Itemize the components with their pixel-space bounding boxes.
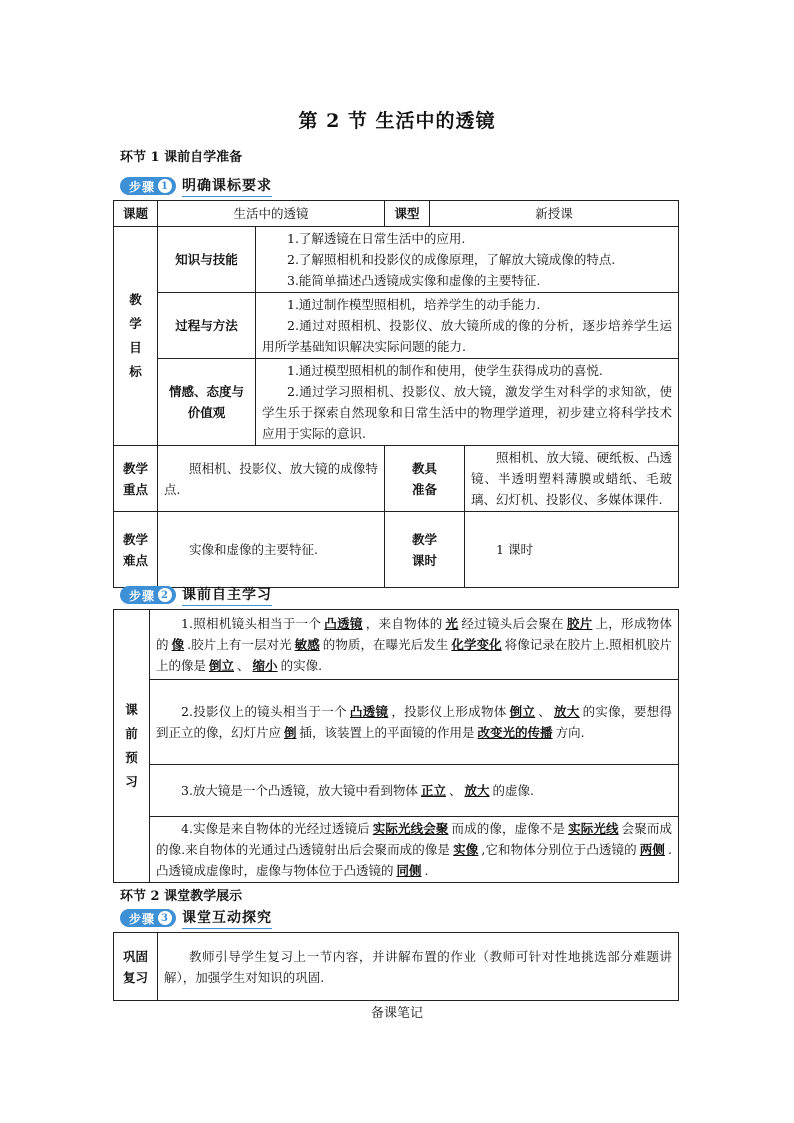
preview-question-4: 4.实像是来自物体的光经过透镜后 实际光线会聚 而成的像，虚像不是 实际光线 会聚而成的像.来自物体的光通过凸透镜射出后会聚而成的像是 实像 ,它和物体分别位于凸透镜的 两侧 .凸透镜成虚像时，虚像与物体位于凸透镜的 同侧 . — [150, 817, 679, 883]
review-table — [113, 932, 679, 1001]
lesson-notes-footer: 备课笔记 — [370, 1006, 423, 1021]
preview-table — [113, 609, 679, 883]
preview-question-1: 1.照相机镜头相当于一个 凸透镜 ，来自物体的 光 经过镜头后会聚在 胶片 上，形成物体的 像 .胶片上有一层对光 敏感 的物质，在曝光后发生 化学变化 将像记录在胶片上.照相机胶片上的像是 倒立 、 缩小 的实像. — [150, 610, 679, 680]
goal-attitude-label: 情感、态度与 价值观 — [158, 359, 256, 446]
key-point-label: 教学 重点 — [114, 446, 158, 512]
lesson-type-value: 新授课 — [430, 201, 679, 227]
class-hours-value: 1 课时 — [465, 512, 679, 588]
step-1-header — [120, 176, 272, 196]
step-2-badge: 步骤 2 — [120, 586, 176, 604]
step-number-icon: 2 — [158, 588, 172, 602]
key-point-value: 照相机、投影仪、放大镜的成像特点. — [158, 446, 385, 512]
step-1-title: 明确课标要求 — [182, 175, 272, 197]
stage-2-heading: 环节 2 课堂教学展示 — [120, 889, 243, 904]
step-2-title: 课前自主学习 — [182, 584, 272, 606]
difficulty-value: 实像和虚像的主要特征. — [158, 512, 385, 588]
tools-label: 教具 准备 — [385, 446, 465, 512]
goal-attitude-content: 1.通过模型照相机的制作和使用，使学生获得成功的喜悦. 2.通过学习照相机、投影仪、放大镜，激发学生对科学的求知欲，使学生乐于探索自然现象和日常生活中的物理学道理，初步建立将科学技术应用于实际的意识. — [256, 359, 679, 446]
step-3-title: 课堂互动探究 — [182, 907, 272, 929]
step-1-badge: 步骤 1 — [120, 177, 176, 195]
step-2-header — [120, 585, 272, 605]
preview-question-3: 3.放大镜是一个凸透镜，放大镜中看到物体 正立 、 放大 的虚像. — [150, 765, 679, 817]
class-hours-label: 教学 课时 — [385, 512, 465, 588]
tools-value: 照相机、放大镜、硬纸板、凸透镜、半透明塑料薄膜或蜡纸、毛玻璃、幻灯机、投影仪、多媒体课件. — [465, 446, 679, 512]
step-3-badge: 步骤 3 — [120, 909, 176, 927]
difficulty-label: 教学 难点 — [114, 512, 158, 588]
goal-knowledge-label: 知识与技能 — [158, 227, 256, 293]
lesson-type-label: 课型 — [385, 201, 430, 227]
course-requirements-table — [113, 200, 679, 588]
goal-knowledge-content: 1.了解透镜在日常生活中的应用. 2.了解照相机和投影仪的成像原理，了解放大镜成像的特点. 3.能简单描述凸透镜成实像和虚像的主要特征. — [256, 227, 679, 293]
review-label: 巩固 复习 — [114, 933, 158, 1001]
step-3-header — [120, 908, 272, 928]
step-number-icon: 3 — [158, 911, 172, 925]
preview-question-2: 2.投影仪上的镜头相当于一个 凸透镜 ，投影仪上形成物体 倒立 、 放大 的实像，要想得到正立的像，幻灯片应 倒 插，该装置上的平面镜的作用是 改变光的传播 方向. — [150, 680, 679, 765]
preview-side-label: 课 前 预 习 — [114, 610, 150, 883]
step-number-icon: 1 — [158, 179, 172, 193]
goal-process-content: 1.通过制作模型照相机，培养学生的动手能力. 2.通过对照相机、投影仪、放大镜所成的像的分析，逐步培养学生运用所学基础知识解决实际问题的能力. — [256, 293, 679, 359]
stage-1-heading: 环节 1 课前自学准备 — [120, 150, 243, 165]
goal-process-label: 过程与方法 — [158, 293, 256, 359]
teaching-goals-label: 教 学 目 标 — [114, 227, 158, 446]
topic-label: 课题 — [114, 201, 158, 227]
page-title: 第 2 节 生活中的透镜 — [298, 110, 496, 132]
review-content: 教师引导学生复习上一节内容，并讲解布置的作业（教师可针对性地挑选部分难题讲解），加强学生对知识的巩固. — [158, 933, 679, 1001]
topic-value: 生活中的透镜 — [158, 201, 385, 227]
